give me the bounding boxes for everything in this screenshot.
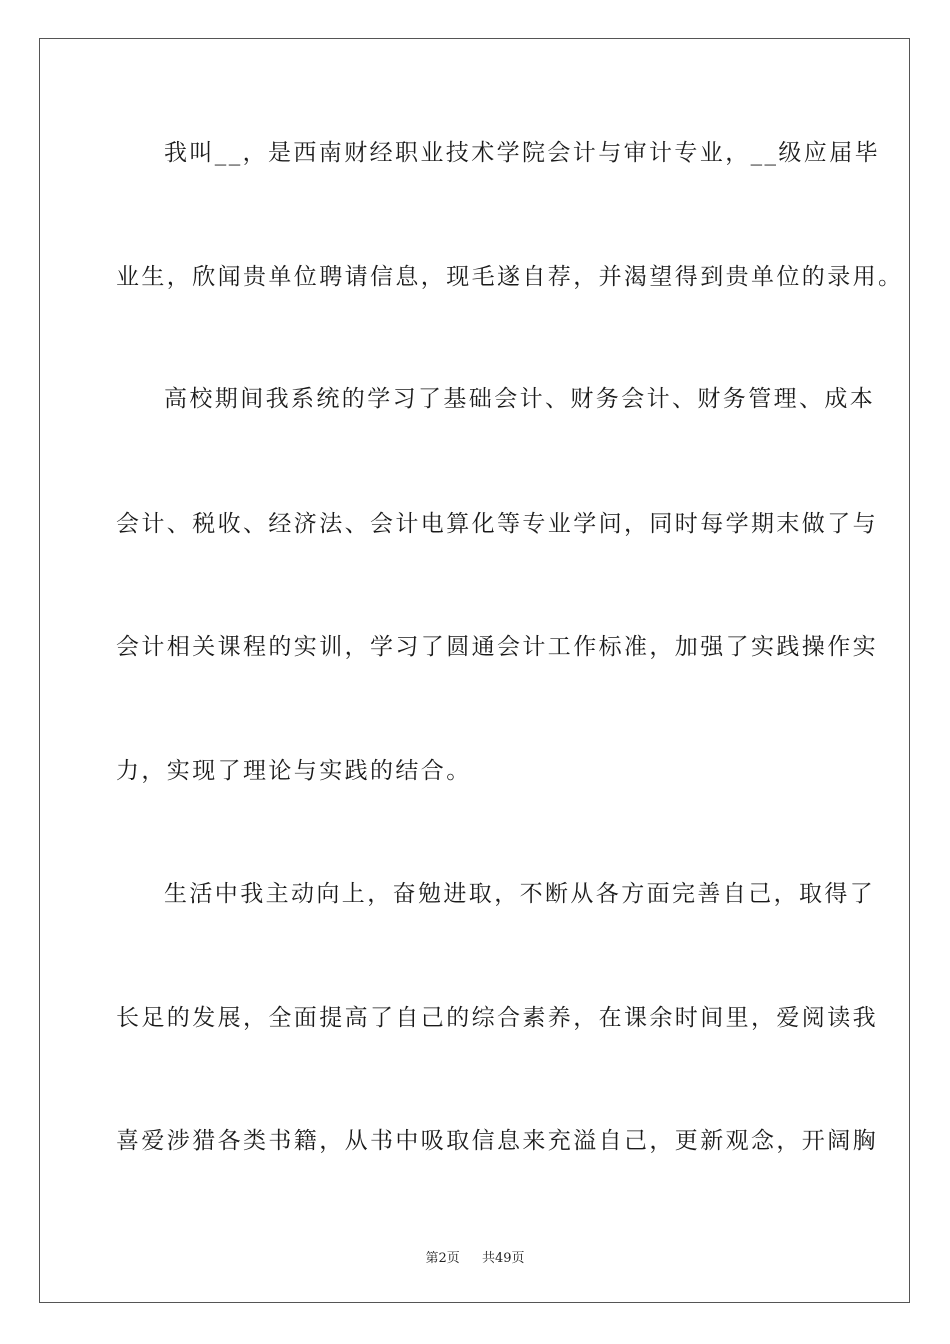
paragraph-2-line-4: 力，实现了理论与实践的结合。 [116, 758, 472, 784]
paragraph-3-line-1: 生活中我主动向上，奋勉进取，不断从各方面完善自己，取得了 [164, 881, 876, 907]
page-total: 共49页 [482, 1251, 525, 1266]
paragraph-3-line-2: 长足的发展，全面提高了自己的综合素养，在课余时间里，爱阅读我 [116, 1005, 878, 1031]
paragraph-2-line-2: 会计、税收、经济法、会计电算化等专业学问，同时每学期末做了与 [116, 511, 878, 537]
paragraph-3-line-3: 喜爱涉猎各类书籍，从书中吸取信息来充溢自己，更新观念，开阔胸 [116, 1128, 878, 1154]
paragraph-1-line-1: 我叫__，是西南财经职业技术学院会计与审计专业，__级应届毕 [164, 140, 880, 166]
paragraph-2-line-1: 高校期间我系统的学习了基础会计、财务会计、财务管理、成本 [164, 386, 876, 412]
page-border [39, 38, 910, 1303]
page-footer [0, 1247, 950, 1266]
paragraph-1-line-2: 业生，欣闻贵单位聘请信息，现毛遂自荐，并渴望得到贵单位的录用。 [116, 264, 904, 290]
page-number: 第2页 [425, 1251, 460, 1266]
paragraph-2-line-3: 会计相关课程的实训，学习了圆通会计工作标准，加强了实践操作实 [116, 634, 878, 660]
